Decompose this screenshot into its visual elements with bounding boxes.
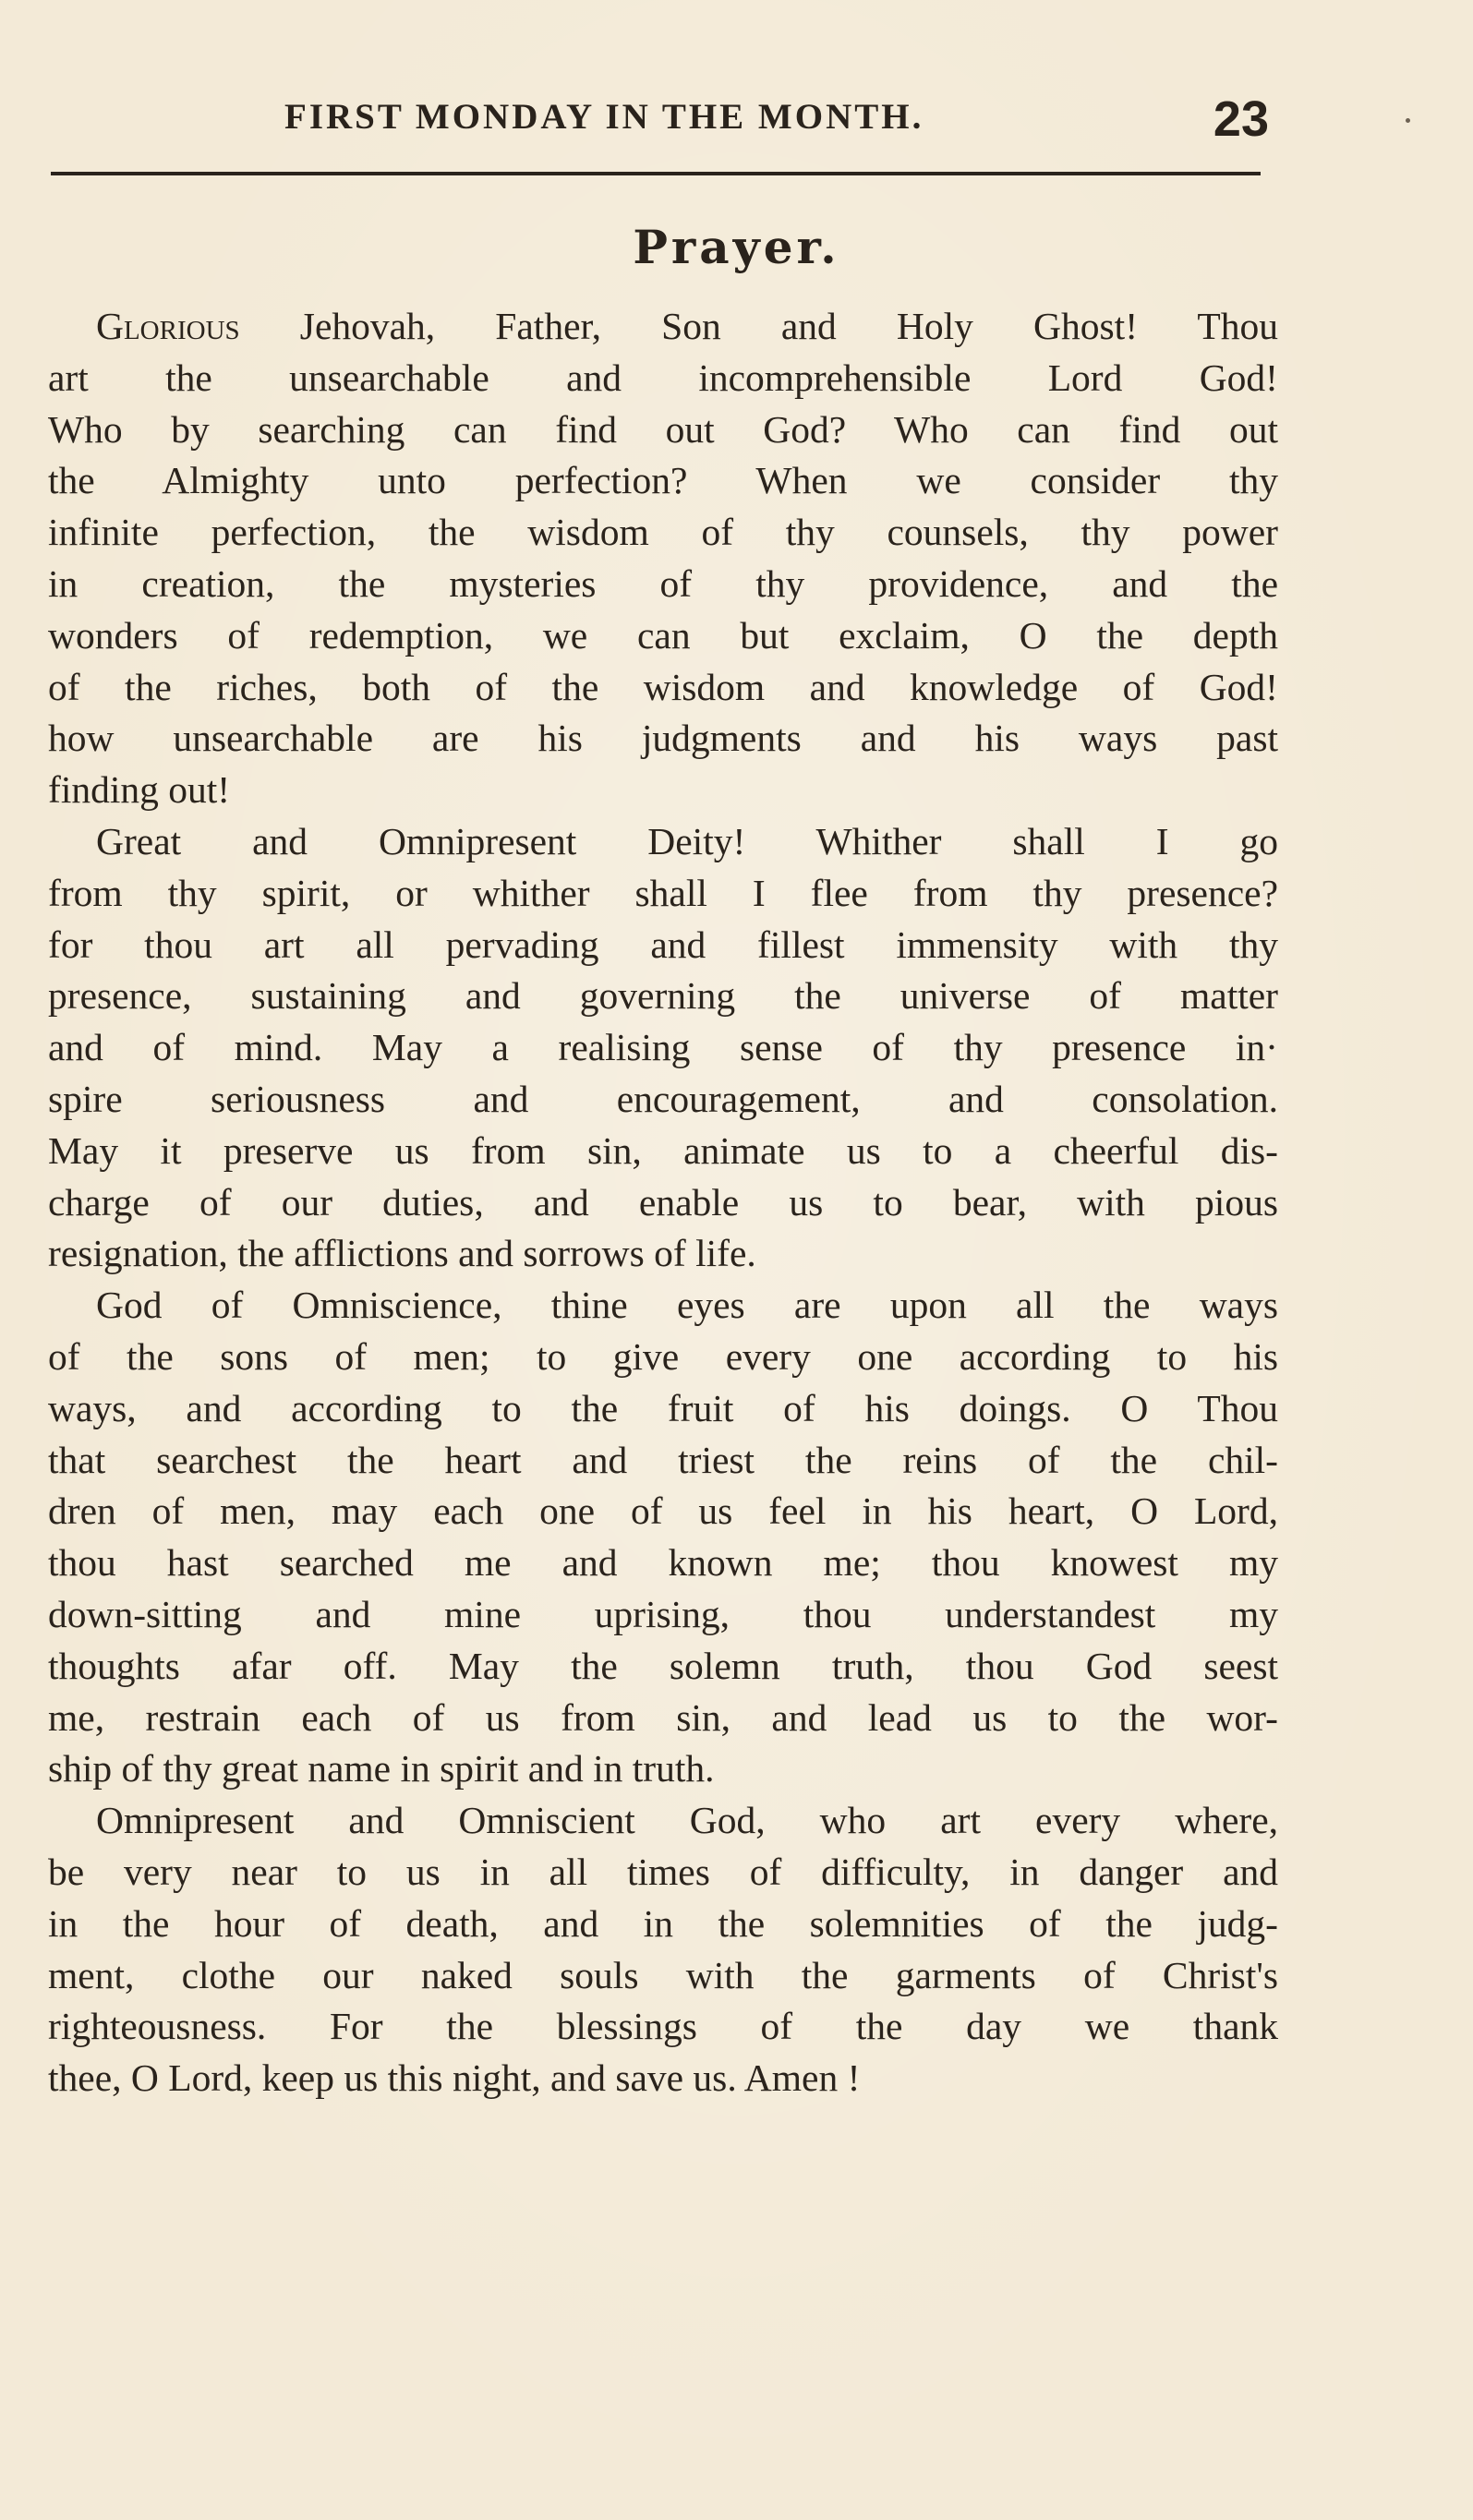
- text-line: spire seriousness and encouragement, and consolation.: [48, 1077, 1278, 1120]
- text-line: infinite perfection, the wisdom of thy counsels, thy power: [48, 511, 1278, 554]
- dropcap-word: Glorious: [96, 305, 240, 347]
- running-title: FIRST MONDAY IN THE MONTH.: [284, 97, 924, 137]
- text-line: me, restrain each of us from sin, and lead us to the wor-: [48, 1695, 1278, 1739]
- text-line: the Almighty unto perfection? When we consider thy: [48, 459, 1278, 502]
- header-rule: [51, 172, 1261, 175]
- text-line: in the hour of death, and in the solemnities of the judg-: [48, 1901, 1278, 1945]
- section-title: Prayer.: [633, 220, 840, 274]
- text-line: thou hast searched me and known me; thou knowest my: [48, 1541, 1278, 1585]
- text-line: be very near to us in all times of difficulty, in danger and: [48, 1850, 1278, 1893]
- text-line: charge of our duties, and enable us to bear, with pious: [48, 1180, 1278, 1224]
- text-line: down-sitting and mine uprising, thou understandest my: [48, 1592, 1278, 1635]
- text-line: from thy spirit, or whither shall I flee from thy presence?: [48, 871, 1278, 914]
- prayer-text: [48, 301, 1278, 2104]
- text-line: and of mind. May a realising sense of thy presence in·: [48, 1026, 1278, 1069]
- text-line: ways, and according to the fruit of his doings. O Thou: [48, 1386, 1278, 1429]
- text-line: May it preserve us from sin, animate us to a cheerful dis-: [48, 1128, 1278, 1172]
- text-line: righteousness. For the blessings of the day we thank: [48, 2005, 1278, 2048]
- text-line: Great and Omnipresent Deity! Whither shall I go: [96, 819, 1278, 862]
- text-line: of the sons of men; to give every one according to his: [48, 1334, 1278, 1378]
- text-line: resignation, the afflictions and sorrows of life.: [48, 1232, 756, 1275]
- text-line: wonders of redemption, we can but exclaim, O the depth: [48, 613, 1278, 657]
- text-line: how unsearchable are his judgments and his ways past: [48, 717, 1278, 760]
- page-number: 23: [1213, 91, 1269, 147]
- text-line: thee, O Lord, keep us this night, and save us. Amen !: [48, 2056, 861, 2100]
- text-line: of the riches, both of the wisdom and knowledge of God!: [48, 665, 1278, 708]
- paper-speck: [1406, 118, 1410, 123]
- text-line: God of Omniscience, thine eyes are upon all the ways: [96, 1284, 1278, 1327]
- text-line: that searchest the heart and triest the reins of the chil-: [48, 1438, 1278, 1481]
- text-line: in creation, the mysteries of thy providence, and the: [48, 561, 1278, 605]
- text-line: presence, sustaining and governing the universe of matter: [48, 974, 1278, 1018]
- text-line: for thou art all pervading and fillest immensity with thy: [48, 922, 1278, 966]
- text-line: finding out!: [48, 768, 231, 812]
- text-line: ment, clothe our naked souls with the garments of Christ's: [48, 1953, 1278, 1996]
- text-line: dren of men, may each one of us feel in his heart, O Lord,: [48, 1489, 1278, 1533]
- text-line: Who by searching can find out God? Who can find out: [48, 407, 1278, 451]
- text-line: art the unsearchable and incomprehensible Lord God!: [48, 356, 1278, 399]
- text-line: ship of thy great name in spirit and in truth.: [48, 1747, 715, 1791]
- running-head: [284, 91, 1269, 151]
- text-line: Omnipresent and Omniscient God, who art every where,: [96, 1799, 1278, 1842]
- text-line: thoughts afar off. May the solemn truth, thou God seest: [48, 1644, 1278, 1687]
- text-line: Glorious Jehovah, Father, Son and Holy Ghost! Thou: [96, 305, 1278, 347]
